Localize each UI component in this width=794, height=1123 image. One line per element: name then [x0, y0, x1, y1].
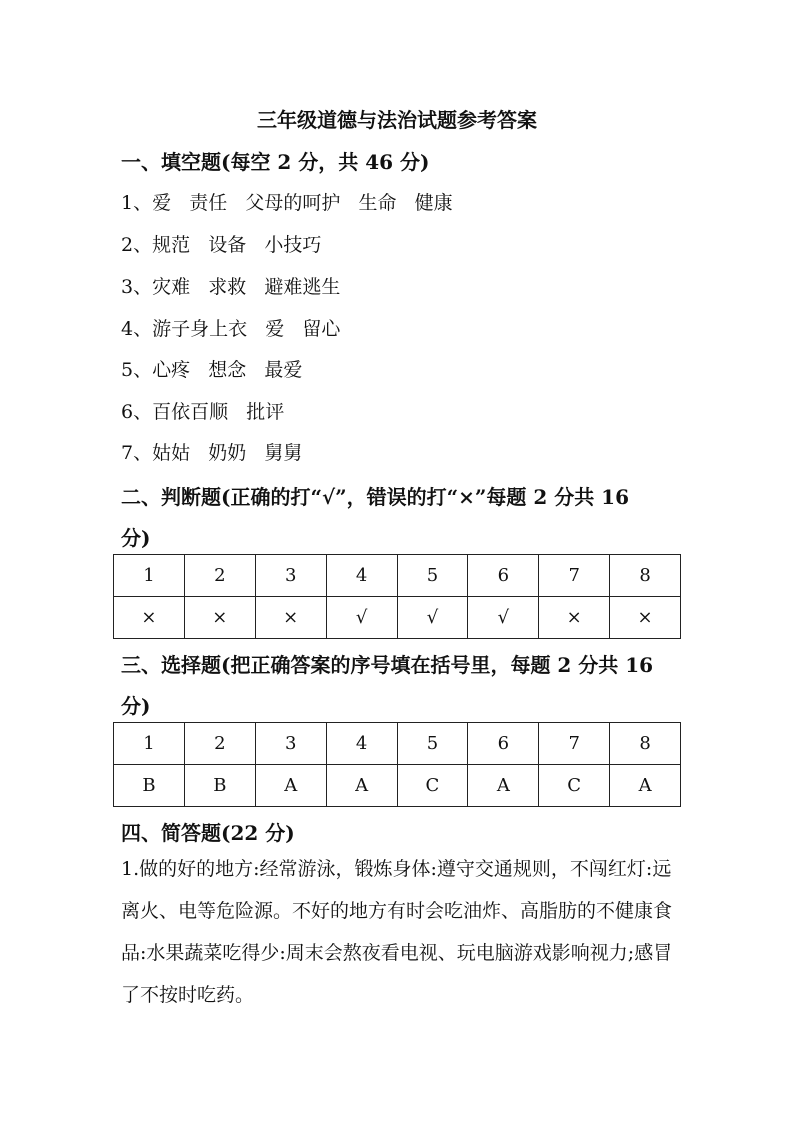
- fill-answer-6: 6、百依百顺 批评: [121, 401, 285, 423]
- section3-heading: 三、选择题(把正确答案的序号填在括号里，每题 2 分共 16: [121, 653, 654, 677]
- table-header-row: [114, 723, 681, 765]
- fill-answer-1: 1、爱 责任 父母的呵护 生命 健康: [121, 192, 453, 214]
- fill-answer-4: 4、游子身上衣 爱 留心: [121, 318, 341, 340]
- question-number: 7: [539, 555, 610, 597]
- question-number: 5: [397, 723, 468, 765]
- section4-heading: 四、简答题(22 分): [121, 821, 295, 845]
- answer-cell: √: [468, 597, 539, 639]
- section2-heading: 二、判断题(正确的打“√”，错误的打“×”每题 2 分共 16: [121, 485, 630, 509]
- answer-cell: ×: [255, 597, 326, 639]
- fill-answer-7: 7、姑姑 奶奶 舅舅: [121, 442, 303, 464]
- question-number: 4: [326, 723, 397, 765]
- answer-cell: B: [184, 765, 255, 807]
- table-answer-row: [114, 765, 681, 807]
- question-number: 4: [326, 555, 397, 597]
- question-number: 3: [255, 723, 326, 765]
- answer-cell: A: [255, 765, 326, 807]
- answer-cell: C: [539, 765, 610, 807]
- question-number: 2: [184, 723, 255, 765]
- answer-cell: B: [114, 765, 185, 807]
- question-number: 7: [539, 723, 610, 765]
- section2-heading-cont: 分): [121, 526, 151, 550]
- fill-answer-2: 2、规范 设备 小技巧: [121, 234, 322, 256]
- answer-cell: A: [326, 765, 397, 807]
- page-title: 三年级道德与法治试题参考答案: [257, 108, 537, 132]
- answer-cell: ×: [184, 597, 255, 639]
- fill-answer-3: 3、灾难 求救 避难逃生: [121, 276, 341, 298]
- answer-cell: C: [397, 765, 468, 807]
- short-answer-paragraph: 1.做的好的地方:经常游泳，锻炼身体:遵守交通规则，不闯红灯:远离火、电等危险源。不好的地方有时会吃油炸、高脂肪的不健康食品:水果蔬菜吃得少:周末会熬夜看电视、玩电脑游戏影响视力;感冒了不按时吃药。: [121, 858, 673, 1006]
- question-number: 6: [468, 723, 539, 765]
- question-number: 8: [610, 723, 681, 765]
- judgement-answer-table: [113, 554, 681, 639]
- choice-answer-table: [113, 722, 681, 807]
- answer-cell: ×: [610, 597, 681, 639]
- fill-answer-5: 5、心疼 想念 最爱: [121, 359, 303, 381]
- table-header-row: [114, 555, 681, 597]
- question-number: 2: [184, 555, 255, 597]
- section1-heading: 一、填空题(每空 2 分，共 46 分): [121, 150, 430, 174]
- answer-cell: A: [468, 765, 539, 807]
- answer-cell: A: [610, 765, 681, 807]
- table-answer-row: [114, 597, 681, 639]
- question-number: 5: [397, 555, 468, 597]
- answer-cell: √: [397, 597, 468, 639]
- question-number: 1: [114, 723, 185, 765]
- answer-cell: ×: [539, 597, 610, 639]
- question-number: 8: [610, 555, 681, 597]
- question-number: 6: [468, 555, 539, 597]
- answer-cell: √: [326, 597, 397, 639]
- question-number: 1: [114, 555, 185, 597]
- question-number: 3: [255, 555, 326, 597]
- section3-heading-cont: 分): [121, 694, 151, 718]
- answer-cell: ×: [114, 597, 185, 639]
